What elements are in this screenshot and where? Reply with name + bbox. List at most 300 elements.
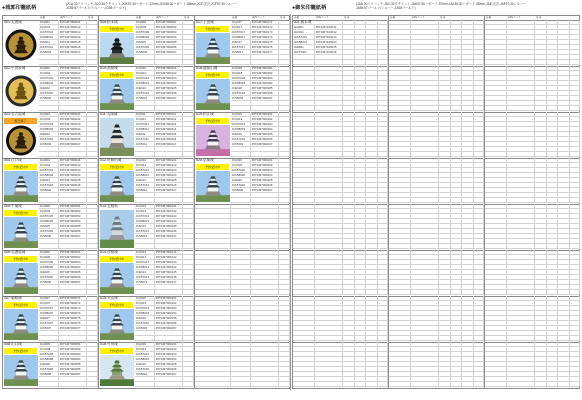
item-code: JCA019 <box>231 112 251 117</box>
jan-code: 4573467000027 <box>59 96 87 101</box>
jan-code: 4573467000106 <box>155 91 183 96</box>
item-code: JC55005 <box>39 234 59 239</box>
item-code: JCK58005 <box>39 219 59 224</box>
jan-code: 4573467000014 <box>59 35 87 40</box>
item-code: JCO002 <box>39 71 59 76</box>
column-header-cell: 在庫 <box>88 16 94 19</box>
jan-code <box>59 106 87 111</box>
stock-cell <box>439 244 451 249</box>
item-code: JCA003 <box>39 112 59 117</box>
item-code: JCA012 <box>135 158 155 163</box>
stock-cell <box>535 244 547 249</box>
empty-section <box>293 204 388 251</box>
item-code: JCF57003 <box>39 137 59 142</box>
item-code: JCF57004 <box>39 183 59 188</box>
status-badge: 予約受付中 <box>4 256 37 262</box>
castle-photo-icon <box>100 210 134 248</box>
item-code: JC55020 <box>231 188 251 193</box>
stock-cell <box>439 336 451 341</box>
stock-cell <box>451 152 463 157</box>
item-code: JCK58006 <box>39 265 59 270</box>
jan-code: 4573467000182 <box>251 71 279 76</box>
section-label: 020:弘前城 <box>196 158 214 162</box>
item-code <box>485 336 507 341</box>
item-code <box>389 60 411 65</box>
item-code <box>389 106 411 111</box>
jan-code: 4573467000043 <box>59 168 87 173</box>
stock-cell <box>570 198 581 203</box>
empty-cell <box>231 244 251 249</box>
item-code: JCK57017 <box>231 30 251 35</box>
section-label: 015:犬山城 <box>100 296 118 300</box>
jan-code <box>155 60 183 65</box>
jan-code: 4573467000077 <box>59 326 87 331</box>
castle-column <box>98 15 194 389</box>
column-header-cell: 品番 <box>294 16 300 19</box>
item-code: JCE010 <box>135 86 155 91</box>
item-code: JCF57010 <box>135 91 155 96</box>
jan-code: 4573467000187 <box>251 96 279 101</box>
stock-cell <box>378 382 389 387</box>
column-header-cell: 在庫 <box>344 16 350 19</box>
jan-code: 4573467000102 <box>155 71 183 76</box>
item-code: JCA015 <box>135 296 155 301</box>
item-code: JAC001 <box>293 30 315 35</box>
stock-cell <box>558 60 570 65</box>
item-code: JCO006 <box>39 255 59 260</box>
item-code <box>293 198 315 203</box>
jan-code: 4573467000172 <box>251 25 279 30</box>
status-badge: 予約受付中 <box>4 164 37 170</box>
castle-section <box>3 66 98 113</box>
item-code: JCK58017 <box>231 35 251 40</box>
item-code: JCK57020 <box>231 168 251 173</box>
jan-code: 4573467000162 <box>155 347 183 352</box>
castle-section <box>99 66 194 113</box>
stock-cell <box>378 198 389 203</box>
stock-cell <box>558 198 570 203</box>
section-label: 017:上田城 <box>196 20 214 24</box>
jan-code: 4573467000184 <box>251 81 279 86</box>
castle-section <box>195 20 290 67</box>
stock-cell <box>366 244 378 249</box>
castle-section <box>195 112 290 159</box>
section-label: 003:名古屋城 <box>4 112 26 116</box>
empty-section <box>485 20 580 67</box>
stock-cell <box>570 244 581 249</box>
item-code: JCK57004 <box>39 168 59 173</box>
empty-cell <box>279 382 290 387</box>
stock-cell <box>547 106 559 111</box>
item-code: JCO020 <box>231 163 251 168</box>
status-badge: 予約受付中 <box>100 302 133 308</box>
stock-cell <box>343 152 355 157</box>
jan-code: 4573467000071 <box>59 296 87 301</box>
item-code <box>135 152 155 157</box>
item-code: JCO015 <box>135 301 155 306</box>
empty-section <box>293 158 388 205</box>
stock-cell <box>570 60 581 65</box>
item-code: JC55010 <box>135 96 155 101</box>
column-header-cell: JANコード <box>60 16 73 19</box>
castle-photo-icon <box>100 118 134 156</box>
castle-photo-icon <box>4 355 38 386</box>
jan-code: 4573467000022 <box>59 71 87 76</box>
stock-cell <box>535 198 547 203</box>
item-code: JCK58009 <box>135 35 155 40</box>
item-code <box>135 198 155 203</box>
item-code: JCK58008 <box>39 357 59 362</box>
stock-cell <box>366 106 378 111</box>
jan-code: 4573467000094 <box>155 35 183 40</box>
jan-code <box>411 290 439 295</box>
jan-code: 4573467000176 <box>251 45 279 50</box>
item-code: JCK58001 <box>39 35 59 40</box>
column-header-cell: JANコード <box>412 16 425 19</box>
item-code <box>293 106 315 111</box>
stock-cell <box>87 198 98 203</box>
item-code: JCE007 <box>39 316 59 321</box>
jan-code: 4573467000086 <box>59 367 87 372</box>
item-code: JCF57019 <box>231 137 251 142</box>
jan-code: 4573467000177 <box>251 50 279 55</box>
item-code: JCO019 <box>231 117 251 122</box>
section-label: 005:千葉城 <box>4 204 22 208</box>
jan-code: 4573467000067 <box>59 280 87 285</box>
item-code: JCO009 <box>135 25 155 30</box>
item-code: JCA008 <box>39 342 59 347</box>
castle-photo <box>100 79 134 110</box>
stock-cell <box>547 290 559 295</box>
castle-section <box>99 250 194 297</box>
item-code: JC55012 <box>135 188 155 193</box>
jan-code: 4573467000056 <box>59 229 87 234</box>
block-title: ●城郭印籠紙柄 <box>2 5 37 11</box>
item-code <box>293 382 315 387</box>
section-label: 014:彦根城 <box>100 250 118 254</box>
stock-cell <box>535 152 547 157</box>
empty-cell <box>279 244 290 249</box>
jan-code: 4573467000123 <box>155 168 183 173</box>
item-code: JCF57017 <box>231 45 251 50</box>
item-code: JCE006 <box>39 270 59 275</box>
stock-cell <box>355 60 367 65</box>
item-code: JCE014 <box>135 270 155 275</box>
castle-photo <box>4 355 38 386</box>
item-code: JAE001 <box>293 45 315 50</box>
stock-cell <box>183 106 194 111</box>
stock-cell <box>378 60 389 65</box>
jan-code: 4573467000063 <box>59 260 87 265</box>
seal-grid <box>292 15 580 395</box>
stock-cell <box>279 106 290 111</box>
jan-code <box>507 244 535 249</box>
item-code: JCE009 <box>135 40 155 45</box>
stock-cell <box>558 106 570 111</box>
section-label: 019:松江城 <box>196 112 214 116</box>
jan-code <box>59 382 87 387</box>
castle-photo <box>4 263 38 294</box>
jan-code: 4573467000091 <box>155 20 183 25</box>
jan-code: 4573467000037 <box>59 142 87 147</box>
item-code: JCA005 <box>39 204 59 209</box>
jan-code: 4573467000152 <box>155 301 183 306</box>
item-code: JCK58015 <box>135 311 155 316</box>
item-code: JCF57002 <box>39 91 59 96</box>
stock-cell <box>378 290 389 295</box>
castle-photo <box>100 263 134 294</box>
stock-cell <box>547 336 559 341</box>
stock-cell <box>378 244 389 249</box>
jan-code: 4573467000057 <box>59 234 87 239</box>
stock-cell <box>570 382 581 387</box>
status-badge: 予約受付中 <box>196 118 229 124</box>
item-code: JCE018 <box>231 86 251 91</box>
column-header-cell: JANコード <box>508 16 521 19</box>
empty-section <box>195 342 290 389</box>
castle-section <box>99 112 194 159</box>
item-code: JCA013 <box>135 204 155 209</box>
castle-photo <box>100 210 134 248</box>
castle-section <box>3 296 98 343</box>
item-code <box>485 106 507 111</box>
empty-section <box>389 250 484 297</box>
castle-photo-icon <box>4 217 38 248</box>
stock-cell <box>366 290 378 295</box>
jan-code: 4573467000013 <box>59 30 87 35</box>
jan-code: 4573467000156 <box>155 321 183 326</box>
item-code <box>231 60 251 65</box>
item-code: JCK57018 <box>231 76 251 81</box>
item-code <box>135 336 155 341</box>
stock-cell <box>183 382 194 387</box>
stock-cell <box>355 290 367 295</box>
jan-code <box>315 290 343 295</box>
jan-code: 4573467000142 <box>155 255 183 260</box>
item-code <box>39 382 59 387</box>
jan-code: 4573467000046 <box>59 183 87 188</box>
section-label: 018:福知山城 <box>196 66 218 70</box>
stock-cell <box>355 244 367 249</box>
item-code: JC55014 <box>135 280 155 285</box>
item-code: JCE012 <box>135 178 155 183</box>
jan-code: 4573467000096 <box>155 45 183 50</box>
empty-cell <box>195 290 231 295</box>
jan-code: 4573467000114 <box>155 127 183 132</box>
stock-cell <box>535 336 547 341</box>
item-code <box>389 382 411 387</box>
jan-code <box>315 198 343 203</box>
castle-photo-icon <box>100 33 134 64</box>
item-code <box>293 60 315 65</box>
item-code: JCA014 <box>135 250 155 255</box>
item-code <box>389 198 411 203</box>
stock-cell <box>570 336 581 341</box>
item-code: JCO001 <box>39 25 59 30</box>
stock-cell <box>462 290 474 295</box>
castle-photo-icon <box>196 79 230 110</box>
castle-section <box>195 66 290 113</box>
empty-cell <box>195 244 231 249</box>
jan-code: 4573467000085 <box>59 362 87 367</box>
item-code: JCE003 <box>39 132 59 137</box>
castle-section <box>3 158 98 205</box>
stock-cell <box>343 382 355 387</box>
stock-cell <box>535 60 547 65</box>
stock-cell <box>343 244 355 249</box>
castle-section <box>99 342 194 389</box>
status-badge: 予約受付中 <box>196 72 229 78</box>
jan-code: 4573467000183 <box>251 76 279 81</box>
jan-code <box>507 290 535 295</box>
stock-cell <box>439 290 451 295</box>
item-code <box>389 290 411 295</box>
empty-section <box>389 296 484 343</box>
castle-section <box>99 296 194 343</box>
jan-code <box>315 336 343 341</box>
castle-photo-icon <box>100 79 134 110</box>
jan-code: 4573467000065 <box>59 270 87 275</box>
stock-cell <box>547 152 559 157</box>
item-code: JCO011 <box>135 117 155 122</box>
item-code: JCK58020 <box>231 173 251 178</box>
item-code: JC55011 <box>135 142 155 147</box>
jan-code: 4573467000084 <box>59 357 87 362</box>
item-code: JC55006 <box>39 280 59 285</box>
jan-code <box>411 106 439 111</box>
stock-cell <box>87 60 98 65</box>
item-code: JCK57008 <box>39 352 59 357</box>
jan-code: 4573467000055 <box>59 224 87 229</box>
item-code: JCF57015 <box>135 321 155 326</box>
item-code: JCA001 <box>39 20 59 25</box>
jan-code: 4573467000145 <box>155 270 183 275</box>
stock-cell <box>355 336 367 341</box>
stock-cell <box>343 60 355 65</box>
jan-code: 4573467000193 <box>251 122 279 127</box>
jan-code <box>251 198 279 203</box>
jan-code: 4573467000044 <box>59 173 87 178</box>
castle-photo <box>196 33 230 64</box>
item-code <box>389 336 411 341</box>
item-code: JCF57016 <box>135 367 155 372</box>
jan-code: 4573467000203 <box>251 168 279 173</box>
section-label: 001:熊本城 <box>293 20 343 25</box>
jan-code: 4573467000204 <box>251 173 279 178</box>
jan-code: 4573467000016 <box>59 45 87 50</box>
jan-code: 4573467000146 <box>155 275 183 280</box>
stock-cell <box>474 152 485 157</box>
jan-code: 4573467000192 <box>251 117 279 122</box>
section-label: 004:江戸城 <box>4 158 22 162</box>
stock-cell <box>183 290 194 295</box>
jan-code <box>315 60 343 65</box>
castle-photo <box>196 171 230 202</box>
jan-code: 4573467000163 <box>155 352 183 357</box>
empty-section <box>389 204 484 251</box>
jan-code: 4573467000053 <box>59 214 87 219</box>
item-code <box>231 198 251 203</box>
item-code: JCK58010 <box>135 81 155 86</box>
jan-code <box>507 198 535 203</box>
stock-cell <box>451 244 463 249</box>
jan-code: 4573467000173 <box>251 30 279 35</box>
castle-seal-image <box>4 72 38 110</box>
stock-cell <box>87 382 98 387</box>
castle-photo <box>100 118 134 156</box>
stock-cell <box>279 198 290 203</box>
stock-cell <box>535 382 547 387</box>
item-code: JCF57020 <box>231 183 251 188</box>
jan-code: 4573467000196 <box>251 137 279 142</box>
jan-code: 4573467000181 <box>251 66 279 71</box>
jan-code: 4573467000207 <box>251 188 279 193</box>
castle-seal-icon <box>4 26 38 64</box>
item-code <box>39 60 59 65</box>
castle-photo-icon <box>4 171 38 202</box>
jan-code: 4573467000122 <box>155 163 183 168</box>
item-code: JCF57007 <box>39 321 59 326</box>
item-code: JCA006 <box>39 250 59 255</box>
empty-section <box>389 342 484 389</box>
stock-cell <box>87 244 98 249</box>
stock-cell <box>183 60 194 65</box>
item-code: JCA007 <box>39 296 59 301</box>
section-label: 008:山口城 <box>4 342 22 346</box>
empty-section <box>485 112 580 159</box>
jan-code <box>507 382 535 387</box>
item-code <box>485 382 507 387</box>
jan-code: 4573467000036 <box>59 137 87 142</box>
jan-code: 4573467000081 <box>59 342 87 347</box>
item-code <box>135 60 155 65</box>
stock-cell <box>547 198 559 203</box>
stock-cell <box>462 60 474 65</box>
jan-code <box>59 198 87 203</box>
castle-seal-image <box>4 125 38 156</box>
stock-cell <box>366 336 378 341</box>
jan-code: 4573467000133 <box>155 214 183 219</box>
item-code <box>293 152 315 157</box>
castle-section <box>3 342 98 389</box>
item-code: JCK57011 <box>135 122 155 127</box>
stock-cell <box>366 152 378 157</box>
empty-section <box>485 204 580 251</box>
jan-code: 4573467000134 <box>155 219 183 224</box>
jan-code <box>59 244 87 249</box>
jan-code: 4573467100014 <box>315 40 343 45</box>
jan-code: 4573467000202 <box>251 163 279 168</box>
jan-code: 4573467000191 <box>251 112 279 117</box>
item-code: JCK58014 <box>135 265 155 270</box>
castle-photo <box>100 33 134 64</box>
item-code <box>135 382 155 387</box>
castle-photo <box>196 79 230 110</box>
jan-code: 4573467100016 <box>315 50 343 55</box>
item-code: JCK57014 <box>135 260 155 265</box>
empty-section <box>293 66 388 113</box>
jan-code: 4573467000154 <box>155 311 183 316</box>
stock-cell <box>366 198 378 203</box>
item-code: JCK58011 <box>135 127 155 132</box>
item-code: JAF57001 <box>293 50 315 55</box>
castle-seal-icon <box>4 72 38 110</box>
stock-cell <box>439 106 451 111</box>
section-label: 006:名護屋城 <box>4 250 26 254</box>
jan-code <box>411 382 439 387</box>
stock-cell <box>183 336 194 341</box>
stock-cell <box>451 382 463 387</box>
